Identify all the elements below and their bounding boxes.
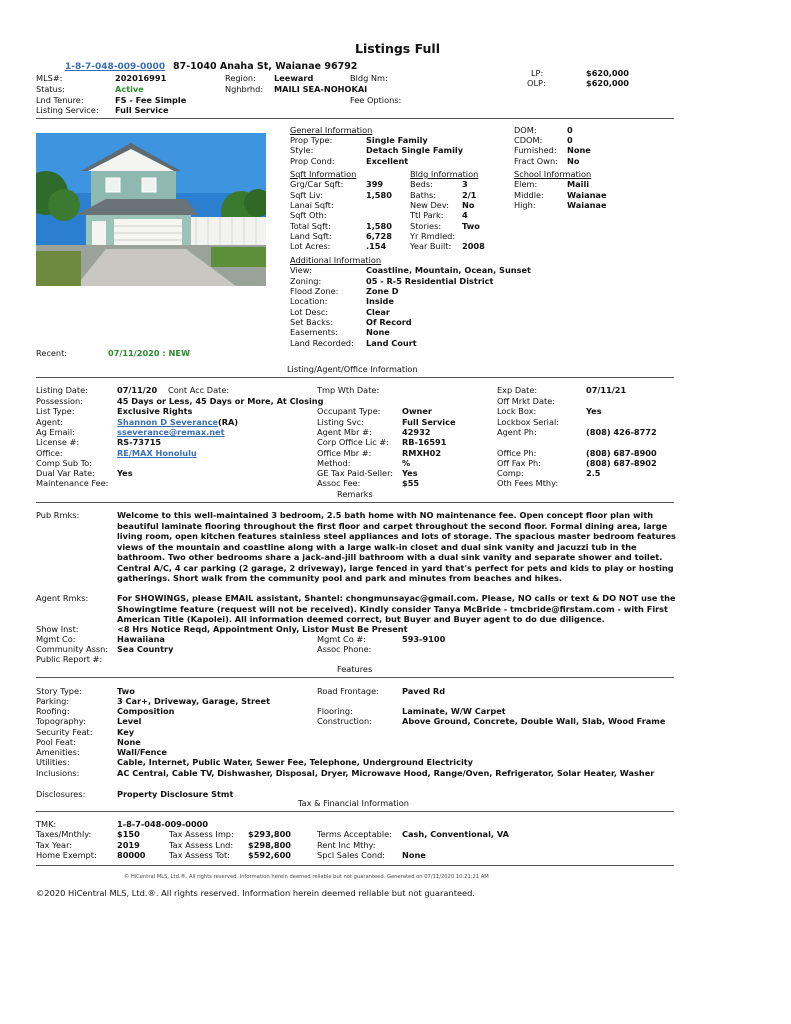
tax-year-value: 2019	[117, 840, 140, 850]
comp-sub-label: Comp Sub To:	[36, 458, 93, 468]
property-photo	[36, 133, 266, 286]
set-backs-label: Set Backs:	[290, 317, 333, 327]
rent-inc-label: Rent Inc Mthy:	[317, 840, 376, 850]
olp-value: $620,000	[586, 78, 629, 88]
oth-fees-label: Oth Fees Mthy:	[497, 478, 559, 488]
ttl-park-label: Ttl Park:	[410, 210, 444, 220]
lp-label: LP:	[531, 68, 544, 78]
flood-value: Zone D	[366, 286, 399, 296]
lnd-tenure-label: Lnd Tenure:	[36, 95, 84, 105]
middle-value: Waianae	[567, 190, 607, 200]
inclusions-label: Inclusions:	[36, 768, 80, 778]
general-heading: General Information	[290, 125, 373, 135]
pub-rmks-label: Pub Rmks:	[36, 510, 80, 520]
office-label: Office:	[36, 448, 63, 458]
prop-type-label: Prop Type:	[290, 135, 333, 145]
land-sqft-value: 6,728	[366, 231, 392, 241]
lockbox-serial-label: Lockbox Serial:	[497, 417, 559, 427]
pub-rmks-text: Welcome to this well-maintained 3 bedroom, 2.5 bath home with NO maintenance fee. Open concept floor plan with beautiful laminate flooring throughout the first floor and carpet throughout the second floor. Formal dining area, large living room, open kitchen features stainless steel appliances and lots of storage. The spacious master bedroom features views of the mountain and coastline along with a large walk-in closet and dual sink vanity and jacuzzi tub in the bathroom. Two other bedrooms share a jack-and-jill bathroom with a dual sink vanity and separate shower and toilet. Central A/C, 4 car parking (2 garage, 2 driveway), large fenced in yard that's perfect for pets and kids to play or hosting gatherings. Short walk from the community pool and park and minutes from beaches and hikes.	[117, 510, 676, 583]
fract-own-value: No	[567, 156, 580, 166]
off-mrkt-label: Off Mrkt Date:	[497, 396, 556, 406]
possession-value: 45 Days or Less, 45 Days or More, At Closing	[117, 396, 324, 406]
total-sqft-label: Total Sqft:	[290, 221, 331, 231]
location-value: Inside	[366, 296, 394, 306]
furnished-value: None	[567, 145, 591, 155]
cdom-value: 0	[567, 135, 573, 145]
listing-svc-value: Full Service	[402, 417, 456, 427]
list-type-label: List Type:	[36, 406, 75, 416]
assess-imp-label: Tax Assess Imp:	[169, 829, 234, 839]
view-label: View:	[290, 265, 312, 275]
view-value: Coastline, Mountain, Ocean, Sunset	[366, 265, 531, 275]
high-value: Waianae	[567, 200, 607, 210]
ge-tax-value: Yes	[402, 468, 418, 478]
assess-tot-value: $592,600	[248, 850, 291, 860]
land-recorded-value: Land Court	[366, 338, 417, 348]
community-label: Community Assn:	[36, 644, 109, 654]
divider	[36, 377, 674, 378]
exp-date-value: 07/11/21	[586, 385, 627, 395]
comp-value: 2.5	[586, 468, 601, 478]
security-value: Key	[117, 727, 135, 737]
mls-value: 202016991	[115, 73, 167, 83]
assess-lnd-value: $298,800	[248, 840, 291, 850]
home-exempt-value: 80000	[117, 850, 146, 860]
flood-label: Flood Zone:	[290, 286, 339, 296]
listing-date-label: Listing Date:	[36, 385, 88, 395]
construction-label: Construction:	[317, 716, 372, 726]
method-label: Method:	[317, 458, 351, 468]
utilities-label: Utilities:	[36, 757, 70, 767]
agent-suffix: (RA)	[218, 417, 239, 427]
flooring-value: Laminate, W/W Carpet	[402, 706, 506, 716]
liv-label: Sqft Liv:	[290, 190, 323, 200]
topography-value: Level	[117, 716, 142, 726]
status-label: Status:	[36, 84, 65, 94]
divider	[36, 502, 674, 503]
method-value: %	[402, 458, 411, 468]
fee-options-label: Fee Options:	[350, 95, 402, 105]
prop-type-value: Single Family	[366, 135, 428, 145]
terms-value: Cash, Conventional, VA	[402, 829, 509, 839]
disclosures-value: Property Disclosure Stmt	[117, 789, 234, 799]
style-label: Style:	[290, 145, 314, 155]
cdom-label: CDOM:	[514, 135, 543, 145]
topography-label: Topography:	[36, 716, 86, 726]
beds-label: Beds:	[410, 179, 433, 189]
sqft-heading: Sqft Information	[290, 169, 357, 179]
agent-mbr-label: Agent Mbr #:	[317, 427, 372, 437]
maint-fee-label: Maintenance Fee:	[36, 478, 109, 488]
inclusions-value: AC Central, Cable TV, Dishwasher, Disposal, Dryer, Microwave Hood, Range/Oven, Refrigerator, Solar Heater, Washer	[117, 768, 655, 778]
furnished-label: Furnished:	[514, 145, 557, 155]
recent-value: 07/11/2020 : NEW	[108, 348, 191, 358]
road-frontage-value: Paved Rd	[402, 686, 446, 696]
parking-label: Parking:	[36, 696, 70, 706]
assess-imp-value: $293,800	[248, 829, 291, 839]
mgmt-no-value: 593-9100	[402, 634, 446, 644]
ag-email-link[interactable]: sseverance@remax.net	[117, 427, 225, 437]
land-recorded-label: Land Recorded:	[290, 338, 354, 348]
region-label: Region:	[225, 73, 256, 83]
lock-box-value: Yes	[586, 406, 602, 416]
mgmt-no-label: Mgmt Co #:	[317, 634, 366, 644]
taxes-label: Taxes/Mnthly:	[36, 829, 92, 839]
public-report-label: Public Report #:	[36, 654, 103, 664]
stories-label: Stories:	[410, 221, 442, 231]
utilities-value: Cable, Internet, Public Water, Sewer Fee, Telephone, Underground Electricity	[117, 757, 474, 767]
amenities-value: Wall/Fence	[117, 747, 167, 757]
ag-email-label: Ag Email:	[36, 427, 75, 437]
lot-desc-label: Lot Desc:	[290, 307, 329, 317]
year-built-value: 2008	[462, 241, 485, 251]
tax-year-label: Tax Year:	[36, 840, 73, 850]
license-value: RS-73715	[117, 437, 162, 447]
pool-label: Pool Feat:	[36, 737, 76, 747]
show-inst-label: Show Inst:	[36, 624, 79, 634]
corp-lic-label: Corp Office Lic #:	[317, 437, 389, 447]
mgmt-co-value: Hawaiiana	[117, 634, 165, 644]
page-title: Listings Full	[355, 41, 440, 56]
grg-value: 399	[366, 179, 384, 189]
tmp-wth-label: Tmp Wth Date:	[317, 385, 380, 395]
occupant-value: Owner	[402, 406, 432, 416]
exp-date-label: Exp Date:	[497, 385, 538, 395]
easements-value: None	[366, 327, 390, 337]
listing-date-value: 07/11/20	[117, 385, 158, 395]
lnd-tenure-value: FS - Fee Simple	[115, 95, 187, 105]
footer-small: © HiCentral MLS, Ltd.®. All rights reserved. Information herein deemed reliable but not guaranteed. Generated on 07/11/2020 10:21:21 AM	[124, 874, 489, 880]
listing-service-label: Listing Service:	[36, 105, 99, 115]
grg-label: Grg/Car Sqft:	[290, 179, 344, 189]
office-mbr-value: RMXH02	[402, 448, 442, 458]
story-type-value: Two	[117, 686, 135, 696]
show-inst-value: <8 Hrs Notice Reqd, Appointment Only, Listor Must Be Present	[117, 624, 408, 634]
spcl-sales-label: Spcl Sales Cond:	[317, 850, 386, 860]
agent-mbr-value: 42932	[402, 427, 431, 437]
agent-ph-label: Agent Ph:	[497, 427, 537, 437]
flooring-label: Flooring:	[317, 706, 353, 716]
zoning-label: Zoning:	[290, 276, 322, 286]
corp-lic-value: RB-16591	[402, 437, 447, 447]
additional-heading: Additional Information	[290, 255, 382, 265]
dual-var-label: Dual Var Rate:	[36, 468, 95, 478]
story-type-label: Story Type:	[36, 686, 82, 696]
new-dev-label: New Dev:	[410, 200, 449, 210]
comp-label: Comp:	[497, 468, 524, 478]
status-value: Active	[115, 84, 144, 94]
lot-acres-label: Lot Acres:	[290, 241, 331, 251]
address: 87-1040 Anaha St, Waianae 96792	[173, 61, 358, 72]
zoning-value: 05 - R-5 Residential District	[366, 276, 494, 286]
roofing-label: Roofing:	[36, 706, 70, 716]
land-sqft-label: Land Sqft:	[290, 231, 332, 241]
mls-label: MLS#:	[36, 73, 63, 83]
office-ph-label: Office Ph:	[497, 448, 537, 458]
baths-value: 2/1	[462, 190, 477, 200]
bldg-nm-label: Bldg Nm:	[350, 73, 388, 83]
off-fax-value: (808) 687-8902	[586, 458, 657, 468]
fract-own-label: Fract Own:	[514, 156, 558, 166]
listing-svc-label: Listing Svc:	[317, 417, 364, 427]
terms-label: Terms Acceptable:	[317, 829, 392, 839]
total-sqft-value: 1,580	[366, 221, 392, 231]
bldg-heading: Bldg Information	[410, 169, 479, 179]
dual-var-value: Yes	[117, 468, 133, 478]
off-fax-label: Off Fax Ph:	[497, 458, 541, 468]
new-dev-value: No	[462, 200, 475, 210]
ge-tax-label: GE Tax Paid-Seller:	[317, 468, 394, 478]
section-tax: Tax & Financial Information	[298, 798, 409, 808]
region-value: Leeward	[274, 73, 314, 83]
nghbrhd-value: MAILI SEA-NOHOKAI	[274, 84, 368, 94]
yr-rmdl-label: Yr Rmdled:	[410, 231, 456, 241]
possession-label: Possession:	[36, 396, 83, 406]
location-label: Location:	[290, 296, 328, 306]
recent-label: Recent:	[36, 348, 68, 358]
parking-value: 3 Car+, Driveway, Garage, Street	[117, 696, 271, 706]
road-frontage-label: Road Frontage:	[317, 686, 379, 696]
taxes-value: $150	[117, 829, 140, 839]
divider	[36, 677, 674, 678]
agent-rmks-label: Agent Rmks:	[36, 593, 89, 603]
prop-cond-value: Excellent	[366, 156, 409, 166]
style-value: Detach Single Family	[366, 145, 464, 155]
agent-rmks-text: For SHOWINGS, please EMAIL assistant, Shantel: chongmunsayac@gmail.com. Please, NO calls or text & DO NOT use the Showingtime feature (request will not be received). Kindly consider Tanya McBride - tmcbride@firstam.com - with First American Title (Kapolei). All information deemed correct, but Buyer and Buyer agent to do due diligence.	[117, 593, 676, 624]
middle-label: Middle:	[514, 190, 544, 200]
sqft-oth-label: Sqft Oth:	[290, 210, 327, 220]
lock-box-label: Lock Box:	[497, 406, 537, 416]
roofing-value: Composition	[117, 706, 175, 716]
lot-acres-value: .154	[366, 241, 387, 251]
lot-desc-value: Clear	[366, 307, 390, 317]
cont-acc-label: Cont Acc Date:	[168, 385, 230, 395]
high-label: High:	[514, 200, 536, 210]
disclosures-label: Disclosures:	[36, 789, 86, 799]
divider	[36, 865, 674, 866]
lanai-label: Lanai Sqft:	[290, 200, 334, 210]
license-label: License #:	[36, 437, 80, 447]
tmk-value: 1-8-7-048-009-0000	[117, 819, 209, 829]
elem-label: Elem:	[514, 179, 538, 189]
assoc-fee-label: Assoc Fee:	[317, 478, 361, 488]
olp-label: OLP:	[527, 78, 546, 88]
amenities-label: Amenities:	[36, 747, 80, 757]
liv-value: 1,580	[366, 190, 392, 200]
divider	[36, 118, 674, 119]
school-heading: School Information	[514, 169, 592, 179]
office-link[interactable]: RE/MAX Honolulu	[117, 448, 197, 458]
tmk-link[interactable]: 1-8-7-048-009-0000	[65, 62, 166, 72]
section-features: Features	[337, 664, 373, 674]
security-label: Security Feat:	[36, 727, 93, 737]
agent-ph-value: (808) 426-8772	[586, 427, 657, 437]
occupant-label: Occupant Type:	[317, 406, 381, 416]
agent-label: Agent:	[36, 417, 63, 427]
beds-value: 3	[462, 179, 468, 189]
mgmt-co-label: Mgmt Co:	[36, 634, 76, 644]
elem-value: Maili	[567, 179, 590, 189]
spcl-sales-value: None	[402, 850, 426, 860]
baths-label: Baths:	[410, 190, 437, 200]
set-backs-value: Of Record	[366, 317, 412, 327]
listing-service-value: Full Service	[115, 105, 169, 115]
assess-tot-label: Tax Assess Tot:	[169, 850, 230, 860]
community-value: Sea Country	[117, 644, 174, 654]
list-type-value: Exclusive Rights	[117, 406, 193, 416]
assoc-fee-value: $55	[402, 478, 420, 488]
assoc-phone-label: Assoc Phone:	[317, 644, 372, 654]
nghbrhd-label: Nghbrhd:	[225, 84, 264, 94]
stories-value: Two	[462, 221, 480, 231]
pool-value: None	[117, 737, 141, 747]
year-built-label: Year Built:	[410, 241, 452, 251]
footer: ©2020 HiCentral MLS, Ltd.®. All rights reserved. Information herein deemed reliable but not guaranteed.	[36, 888, 476, 898]
section-remarks: Remarks	[337, 489, 373, 499]
dom-label: DOM:	[514, 125, 537, 135]
dom-value: 0	[567, 125, 573, 135]
ttl-park-value: 4	[462, 210, 468, 220]
assess-lnd-label: Tax Assess Lnd:	[169, 840, 234, 850]
agent-link[interactable]: Shannon D Severance	[117, 417, 218, 427]
home-exempt-label: Home Exempt:	[36, 850, 97, 860]
agent-value-wrap	[117, 417, 238, 427]
easements-label: Easements:	[290, 327, 338, 337]
lp-value: $620,000	[586, 68, 629, 78]
office-mbr-label: Office Mbr #:	[317, 448, 372, 458]
office-ph-value: (808) 687-8900	[586, 448, 657, 458]
tmk-label: TMK:	[36, 819, 57, 829]
prop-cond-label: Prop Cond:	[290, 156, 335, 166]
divider	[36, 811, 674, 812]
section-listing-agent: Listing/Agent/Office Information	[287, 364, 418, 374]
construction-value: Above Ground, Concrete, Double Wall, Slab, Wood Frame	[402, 716, 666, 726]
